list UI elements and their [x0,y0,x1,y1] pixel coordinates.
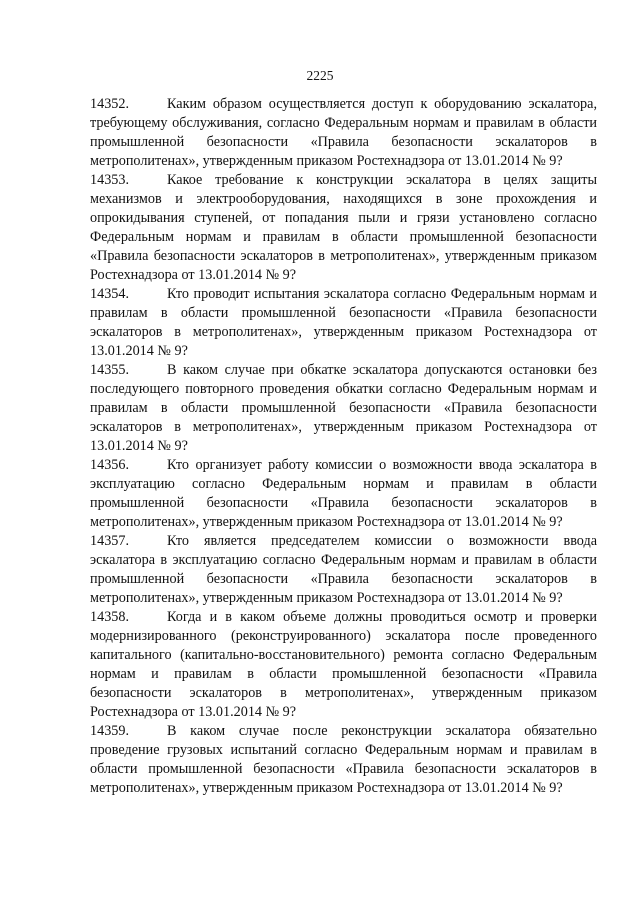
question-item [90,608,597,722]
question-text: В каком случае при обкатке эскалатора допускаются остановки без последующего повторного проведения обкатки согласно Федеральным нормам и правилам в области промышленной безопасности «Правила безопасности эскалаторов в метрополитенах», утвержденным приказом Ростехнадзора от 13.01.2014 № 9? [90,362,597,454]
question-number: 14353. [90,172,130,188]
question-number: 14359. [90,723,130,739]
question-number: 14357. [90,533,130,549]
question-item [90,285,597,361]
question-text: Какое требование к конструкции эскалатора в целях защиты механизмов и электрооборудования, находящихся в зоне прохождения и опрокидывания ступеней, от попадания пыли и грязи установлено согласно Федеральным нормам и правилам в области промышленной безопасности «Правила безопасности эскалаторов в метрополитенах», утвержденным приказом Ростехнадзора от 13.01.2014 № 9? [90,172,597,283]
question-number: 14354. [90,286,130,302]
question-text: В каком случае после реконструкции эскалатора обязательно проведение грузовых испытаний согласно Федеральным нормам и правилам в области промышленной безопасности «Правила безопасности эскалаторов в метрополитенах», утвержденным приказом Ростехнадзора от 13.01.2014 № 9? [90,723,597,796]
question-text: Каким образом осуществляется доступ к оборудованию эскалатора, требующему обслуживания, согласно Федеральным нормам и правилам в области промышленной безопасности «Правила безопасности эскалаторов в метрополитенах», утвержденным приказом Ростехнадзора от 13.01.2014 № 9? [90,96,597,169]
question-text: Кто является председателем комиссии о возможности ввода эскалатора в эксплуатацию согласно Федеральным нормам и правилам в области промышленной безопасности «Правила безопасности эскалаторов в метрополитенах», утвержденным приказом Ростехнадзора от 13.01.2014 № 9? [90,533,597,606]
question-number: 14356. [90,457,130,473]
question-item [90,532,597,608]
question-item [90,722,597,798]
question-item [90,361,597,456]
question-item [90,171,597,285]
question-number: 14358. [90,609,130,625]
question-number: 14355. [90,362,130,378]
question-text: Когда и в каком объеме должны проводиться осмотр и проверки модернизированного (реконструированного) эскалатора после проведенного капитального (капитально-восстановительного) ремонта согласно Федеральным нормам и правилам в области промышленной безопасности «Правила безопасности эскалаторов в метрополитенах», утвержденным приказом Ростехнадзора от 13.01.2014 № 9? [90,609,597,720]
question-item [90,95,597,171]
page-number: 2225 [306,68,334,83]
question-text: Кто проводит испытания эскалатора согласно Федеральным нормам и правилам в области промышленной безопасности «Правила безопасности эскалаторов в метрополитенах», утвержденным приказом Ростехнадзора от 13.01.2014 № 9? [90,286,597,359]
question-text: Кто организует работу комиссии о возможности ввода эскалатора в эксплуатацию согласно Федеральным нормам и правилам в области промышленной безопасности «Правила безопасности эскалаторов в метрополитенах», утвержденным приказом Ростехнадзора от 13.01.2014 № 9? [90,457,597,530]
question-list [90,95,597,798]
question-item [90,456,597,532]
question-number: 14352. [90,96,130,112]
